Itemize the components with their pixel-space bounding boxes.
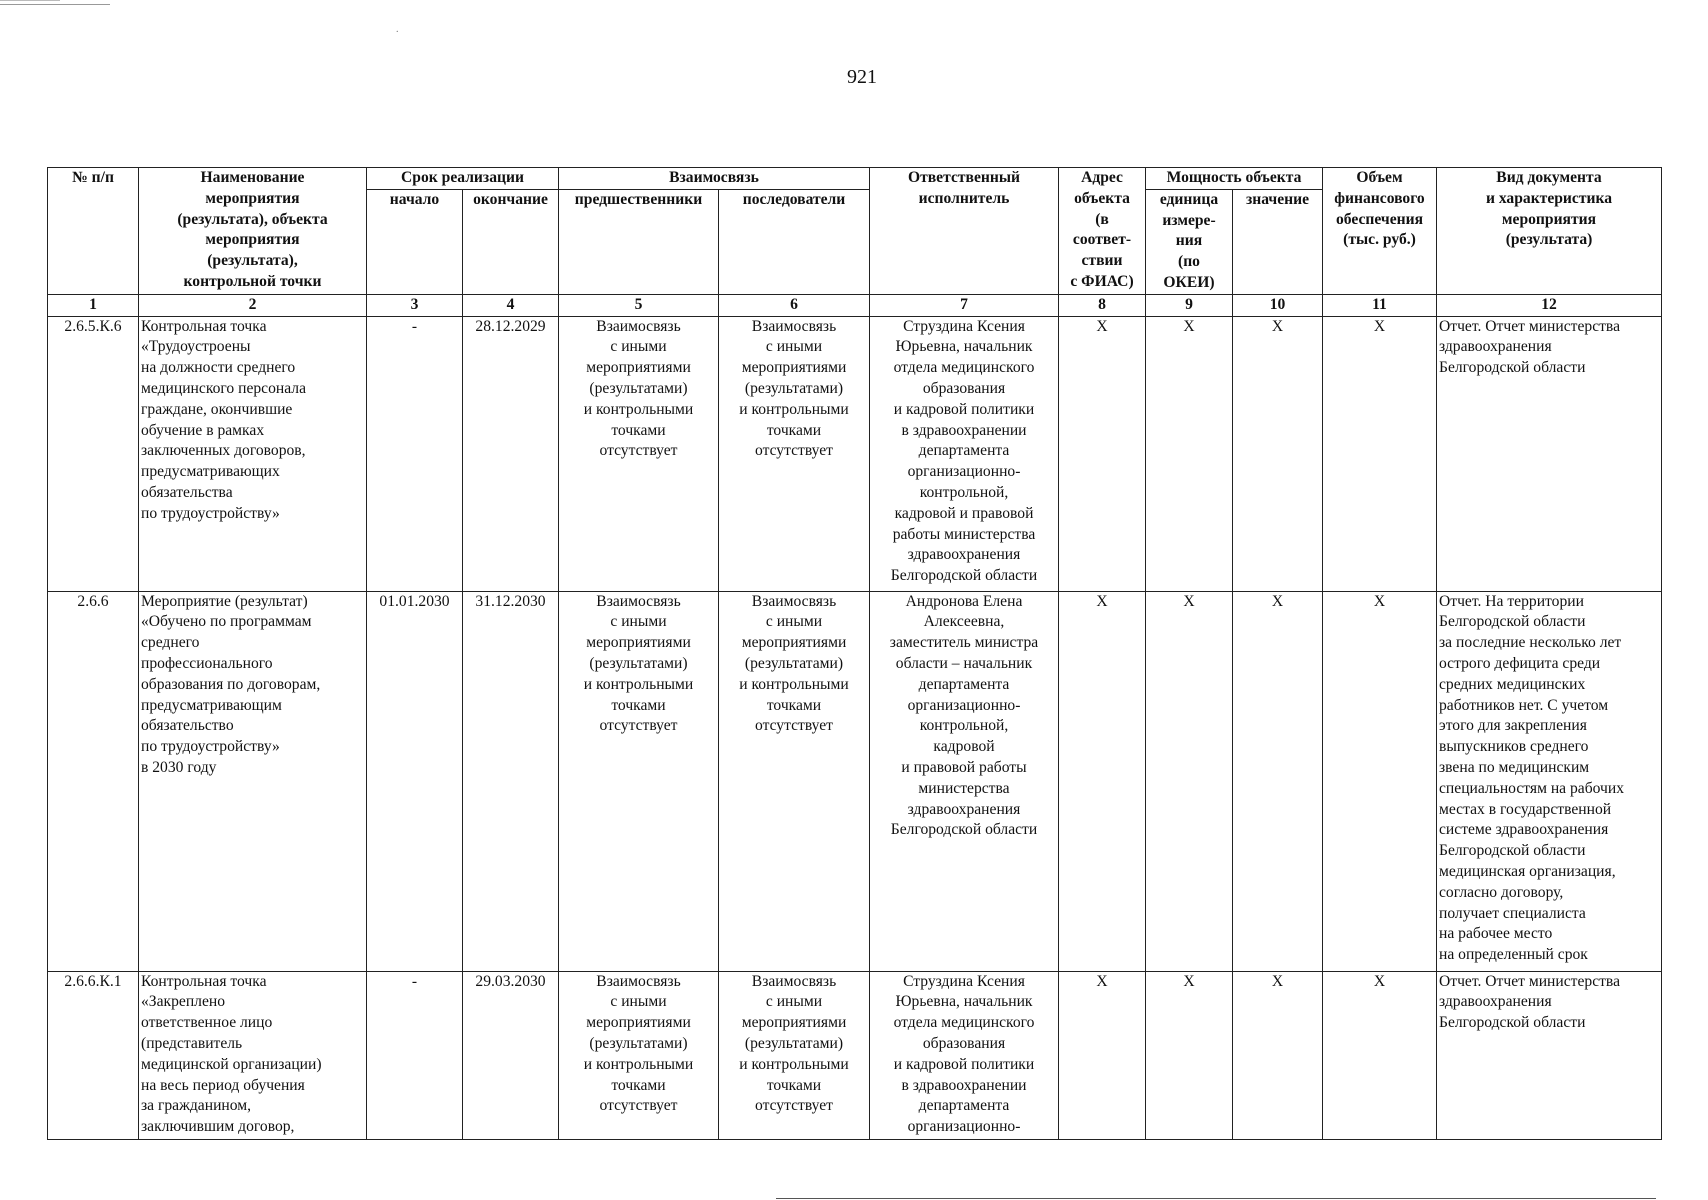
- row-end: 28.12.2029: [463, 316, 559, 591]
- header-link-next: последователи: [719, 189, 870, 294]
- column-number: 6: [719, 294, 870, 316]
- header-link: Взаимосвязь: [559, 168, 870, 190]
- column-number: 8: [1059, 294, 1146, 316]
- column-number: 12: [1437, 294, 1662, 316]
- header-capacity: Мощность объекта: [1146, 168, 1323, 190]
- row-prev: Взаимосвязь с иными мероприятиями (результатами) и контрольными точками отсутствует: [559, 316, 719, 591]
- row-next: Взаимосвязь с иными мероприятиями (результатами) и контрольными точками отсутствует: [719, 971, 870, 1139]
- column-number: 7: [870, 294, 1059, 316]
- header-term-end: окончание: [463, 189, 559, 294]
- header-doc: Вид документа и характеристика мероприятия (результата): [1437, 168, 1662, 295]
- row-name: Контрольная точка «Закреплено ответственное лицо (представитель медицинской организации) на весь период обучения за гражданином, заключившим договор,: [139, 971, 367, 1139]
- row-address: X: [1059, 971, 1146, 1139]
- table-row: [48, 591, 1662, 971]
- row-value: X: [1233, 971, 1323, 1139]
- row-value: X: [1233, 316, 1323, 591]
- row-value: X: [1233, 591, 1323, 971]
- header-term-start: начало: [367, 189, 463, 294]
- header-row-top: [48, 168, 1662, 190]
- row-address: X: [1059, 316, 1146, 591]
- column-number: 2: [139, 294, 367, 316]
- row-responsible: Андронова Елена Алексеевна, заместитель министра области – начальник департамента организационно- контрольной, кадровой и правовой работы министерства здравоохранения Белгородской области: [870, 591, 1059, 971]
- column-number: 9: [1146, 294, 1233, 316]
- header-name: Наименование мероприятия (результата), объекта мероприятия (результата), контрольной точки: [139, 168, 367, 295]
- row-num: 2.6.6.К.1: [48, 971, 139, 1139]
- row-responsible: Струздина Ксения Юрьевна, начальник отдела медицинского образования и кадровой политики в здравоохранении департамента организационно- контрольной, кадровой и правовой работы министерства здравоохранения Белгородской области: [870, 316, 1059, 591]
- column-number: 10: [1233, 294, 1323, 316]
- column-number: 11: [1323, 294, 1437, 316]
- header-link-prev: предшественники: [559, 189, 719, 294]
- header-cap-value: значение: [1233, 189, 1323, 294]
- column-number: 4: [463, 294, 559, 316]
- row-doc: Отчет. Отчет министерства здравоохранения Белгородской области: [1437, 971, 1662, 1139]
- table-row: [48, 316, 1662, 591]
- scan-artifact-line: [0, 0, 60, 1]
- scan-artifact-dot: .: [396, 24, 399, 35]
- row-start: 01.01.2030: [367, 591, 463, 971]
- header-finance: Объем финансового обеспечения (тыс. руб.): [1323, 168, 1437, 295]
- row-finance: X: [1323, 971, 1437, 1139]
- row-unit: X: [1146, 591, 1233, 971]
- row-end: 29.03.2030: [463, 971, 559, 1139]
- row-num: 2.6.5.К.6: [48, 316, 139, 591]
- page-number: 921: [847, 66, 877, 88]
- header-cap-unit: единица измере- ния (по ОКЕИ): [1146, 189, 1233, 294]
- column-number-row: [48, 294, 1662, 316]
- row-next: Взаимосвязь с иными мероприятиями (результатами) и контрольными точками отсутствует: [719, 591, 870, 971]
- header-num: № п/п: [48, 168, 139, 295]
- row-name: Мероприятие (результат) «Обучено по программам среднего профессионального образования по договорам, предусматривающим обязательство по трудоустройству» в 2030 году: [139, 591, 367, 971]
- row-unit: X: [1146, 971, 1233, 1139]
- header-term: Срок реализации: [367, 168, 559, 190]
- plan-table: [47, 167, 1662, 1140]
- row-finance: X: [1323, 591, 1437, 971]
- column-number: 3: [367, 294, 463, 316]
- header-address: Адрес объекта (в соответ- ствии с ФИАС): [1059, 168, 1146, 295]
- column-number: 5: [559, 294, 719, 316]
- header-responsible: Ответственный исполнитель: [870, 168, 1059, 295]
- row-name: Контрольная точка «Трудоустроены на должности среднего медицинского персонала граждане, окончившие обучение в рамках заключенных договоров, предусматривающих обязательства по трудоустройству»: [139, 316, 367, 591]
- row-prev: Взаимосвязь с иными мероприятиями (результатами) и контрольными точками отсутствует: [559, 971, 719, 1139]
- row-doc: Отчет. На территории Белгородской области за последние несколько лет острого дефицита среди средних медицинских работников нет. С учетом этого для закрепления выпускников среднего звена по медицинским специальностям на рабочих местах в государственной системе здравоохранения Белгородской области медицинская организация, согласно договору, получает специалиста на рабочее место на определенный срок: [1437, 591, 1662, 971]
- column-number: 1: [48, 294, 139, 316]
- table-row: [48, 971, 1662, 1139]
- row-unit: X: [1146, 316, 1233, 591]
- row-start: -: [367, 316, 463, 591]
- scan-artifact-line: [0, 4, 110, 5]
- row-end: 31.12.2030: [463, 591, 559, 971]
- row-doc: Отчет. Отчет министерства здравоохранения Белгородской области: [1437, 316, 1662, 591]
- row-num: 2.6.6: [48, 591, 139, 971]
- scan-artifact-line: [776, 1198, 1656, 1199]
- row-address: X: [1059, 591, 1146, 971]
- row-finance: X: [1323, 316, 1437, 591]
- row-next: Взаимосвязь с иными мероприятиями (результатами) и контрольными точками отсутствует: [719, 316, 870, 591]
- row-prev: Взаимосвязь с иными мероприятиями (результатами) и контрольными точками отсутствует: [559, 591, 719, 971]
- row-responsible: Струздина Ксения Юрьевна, начальник отдела медицинского образования и кадровой политики в здравоохранении департамента организационно-: [870, 971, 1059, 1139]
- row-start: -: [367, 971, 463, 1139]
